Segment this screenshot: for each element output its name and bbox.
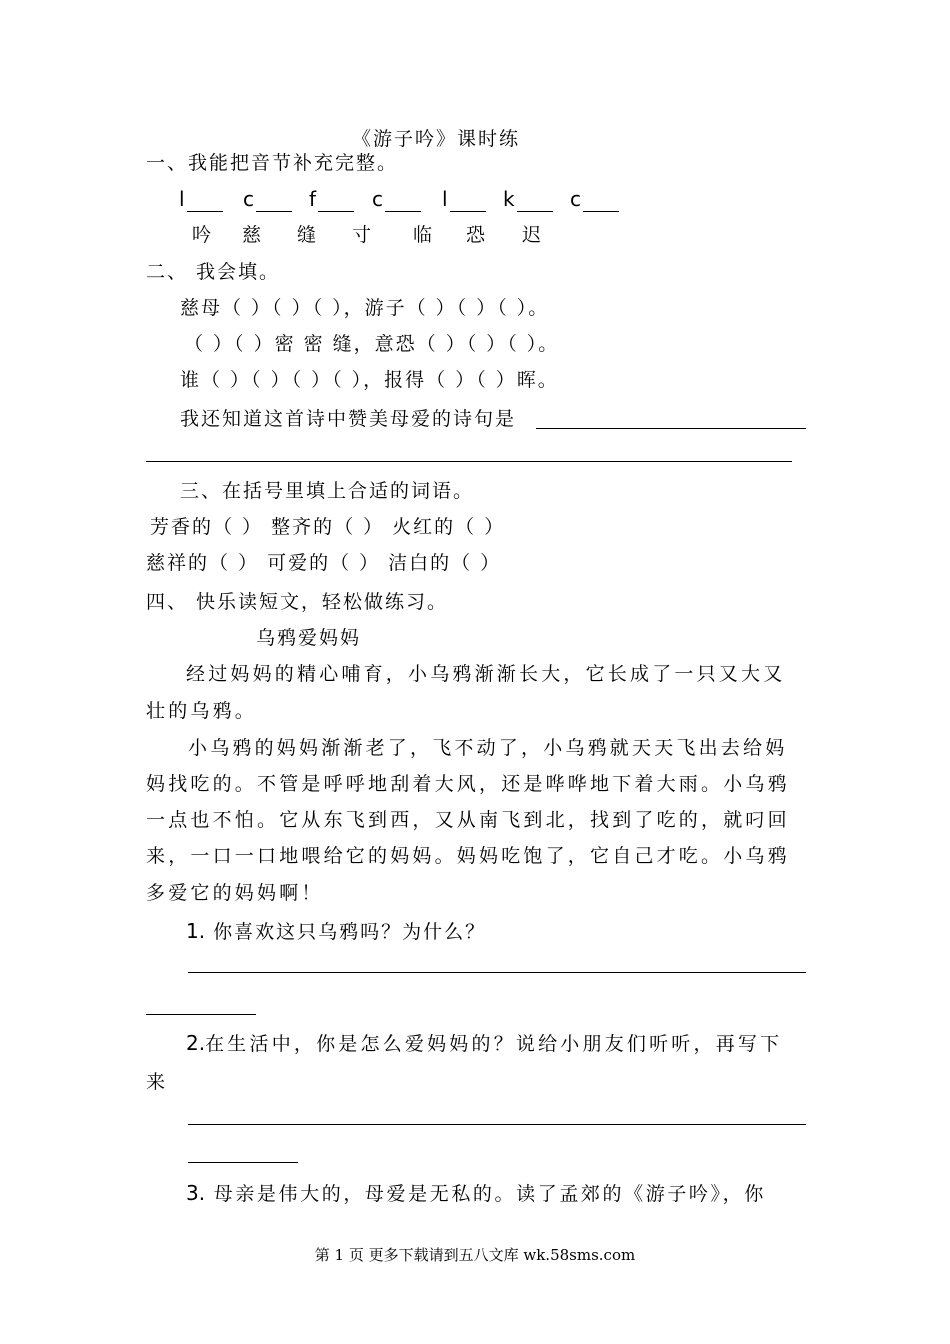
fill-line-4: 我还知道这首诗中赞美母爱的诗句是 [180, 408, 517, 430]
question-text: 你喜欢这只乌鸦吗？为什么？ [213, 921, 487, 943]
question-2 [186, 1030, 782, 1057]
story-paragraph-line: 妈找吃的。不管是呼呼地刮着大风，还是哗哗地下着大雨。小乌鸦 [146, 773, 790, 795]
story-paragraph-line: 多爱它的妈妈啊！ [146, 882, 324, 904]
pinyin-item: c [570, 186, 619, 212]
story-paragraph-line: 壮的乌鸦。 [146, 700, 258, 722]
hanzi-item: 寸 [352, 224, 372, 246]
hanzi-item: 慈 [242, 224, 262, 246]
answer-line [188, 1162, 298, 1163]
answer-line [188, 972, 806, 973]
question-1 [186, 918, 486, 945]
pinyin-item: l [179, 186, 223, 212]
pinyin-item: c [243, 186, 292, 212]
story-paragraph-line: 小乌鸦的妈妈渐渐老了，飞不动了，小乌鸦就天天飞出去给妈 [188, 737, 788, 759]
word-fill-row-2: 慈祥的（ ） 可爱的（ ） 洁白的（ ） [146, 552, 502, 574]
hanzi-row [0, 222, 950, 252]
section4-heading: 四、 快乐读短文，轻松做练习。 [146, 591, 449, 613]
question-text: 母亲是伟大的，母爱是无私的。读了孟郊的《游子吟》，你 [213, 1183, 766, 1205]
story-paragraph-line: 来，一口一口地喂给它的妈妈。妈妈吃饱了，它自己才吃。小乌鸦 [146, 845, 790, 867]
pinyin-item: c [372, 186, 421, 212]
answer-line [146, 1014, 256, 1015]
hanzi-item: 临 [413, 224, 433, 246]
fill-line-1: 慈母（ ）（ ）（ ），游子（ ）（ ）（ ）。 [180, 297, 550, 319]
question-text: 在生活中，你是怎么爱妈妈的？说给小朋友们听听，再写下 [205, 1033, 783, 1055]
answer-line [146, 461, 792, 462]
pinyin-item: k [503, 186, 553, 212]
question-number: 2. [186, 1031, 206, 1055]
answer-line [536, 428, 806, 429]
section3-heading: 三、在括号里填上合适的词语。 [180, 480, 475, 502]
pinyin-row [0, 186, 950, 216]
story-title: 乌鸦爱妈妈 [256, 627, 362, 649]
question-3 [186, 1180, 766, 1207]
page-footer: 第 1 页 更多下载请到五八文库 wk.58sms.com [314, 1246, 636, 1264]
section2-heading: 二、 我会填。 [146, 261, 281, 283]
question-2-continued: 来 [146, 1071, 168, 1093]
page-title: 《游子吟》课时练 [352, 128, 521, 150]
fill-line-3: 谁（ ）（ ）（ ）（ ），报得（ ）（ ）晖。 [180, 369, 559, 391]
pinyin-item: l [442, 186, 486, 212]
question-number: 3. [186, 1181, 206, 1205]
story-paragraph-line: 一点也不怕。它从东飞到西，又从南飞到北，找到了吃的，就叼回 [146, 809, 790, 831]
answer-line [188, 1124, 806, 1125]
question-number: 1. [186, 919, 206, 943]
hanzi-item: 恐 [466, 224, 486, 246]
story-paragraph-line: 经过妈妈的精心哺育，小乌鸦渐渐长大，它长成了一只又大又 [186, 663, 786, 685]
pinyin-item: f [309, 186, 354, 212]
fill-line-2: （ ）（ ）密 密 缝，意恐（ ）（ ）（ ）。 [184, 333, 560, 355]
word-fill-row-1: 芳香的（ ） 整齐的（ ） 火红的（ ） [150, 516, 506, 538]
section1-heading: 一、我能把音节补充完整。 [146, 152, 399, 174]
hanzi-item: 迟 [522, 224, 542, 246]
hanzi-item: 缝 [297, 224, 317, 246]
hanzi-item: 吟 [192, 224, 212, 246]
